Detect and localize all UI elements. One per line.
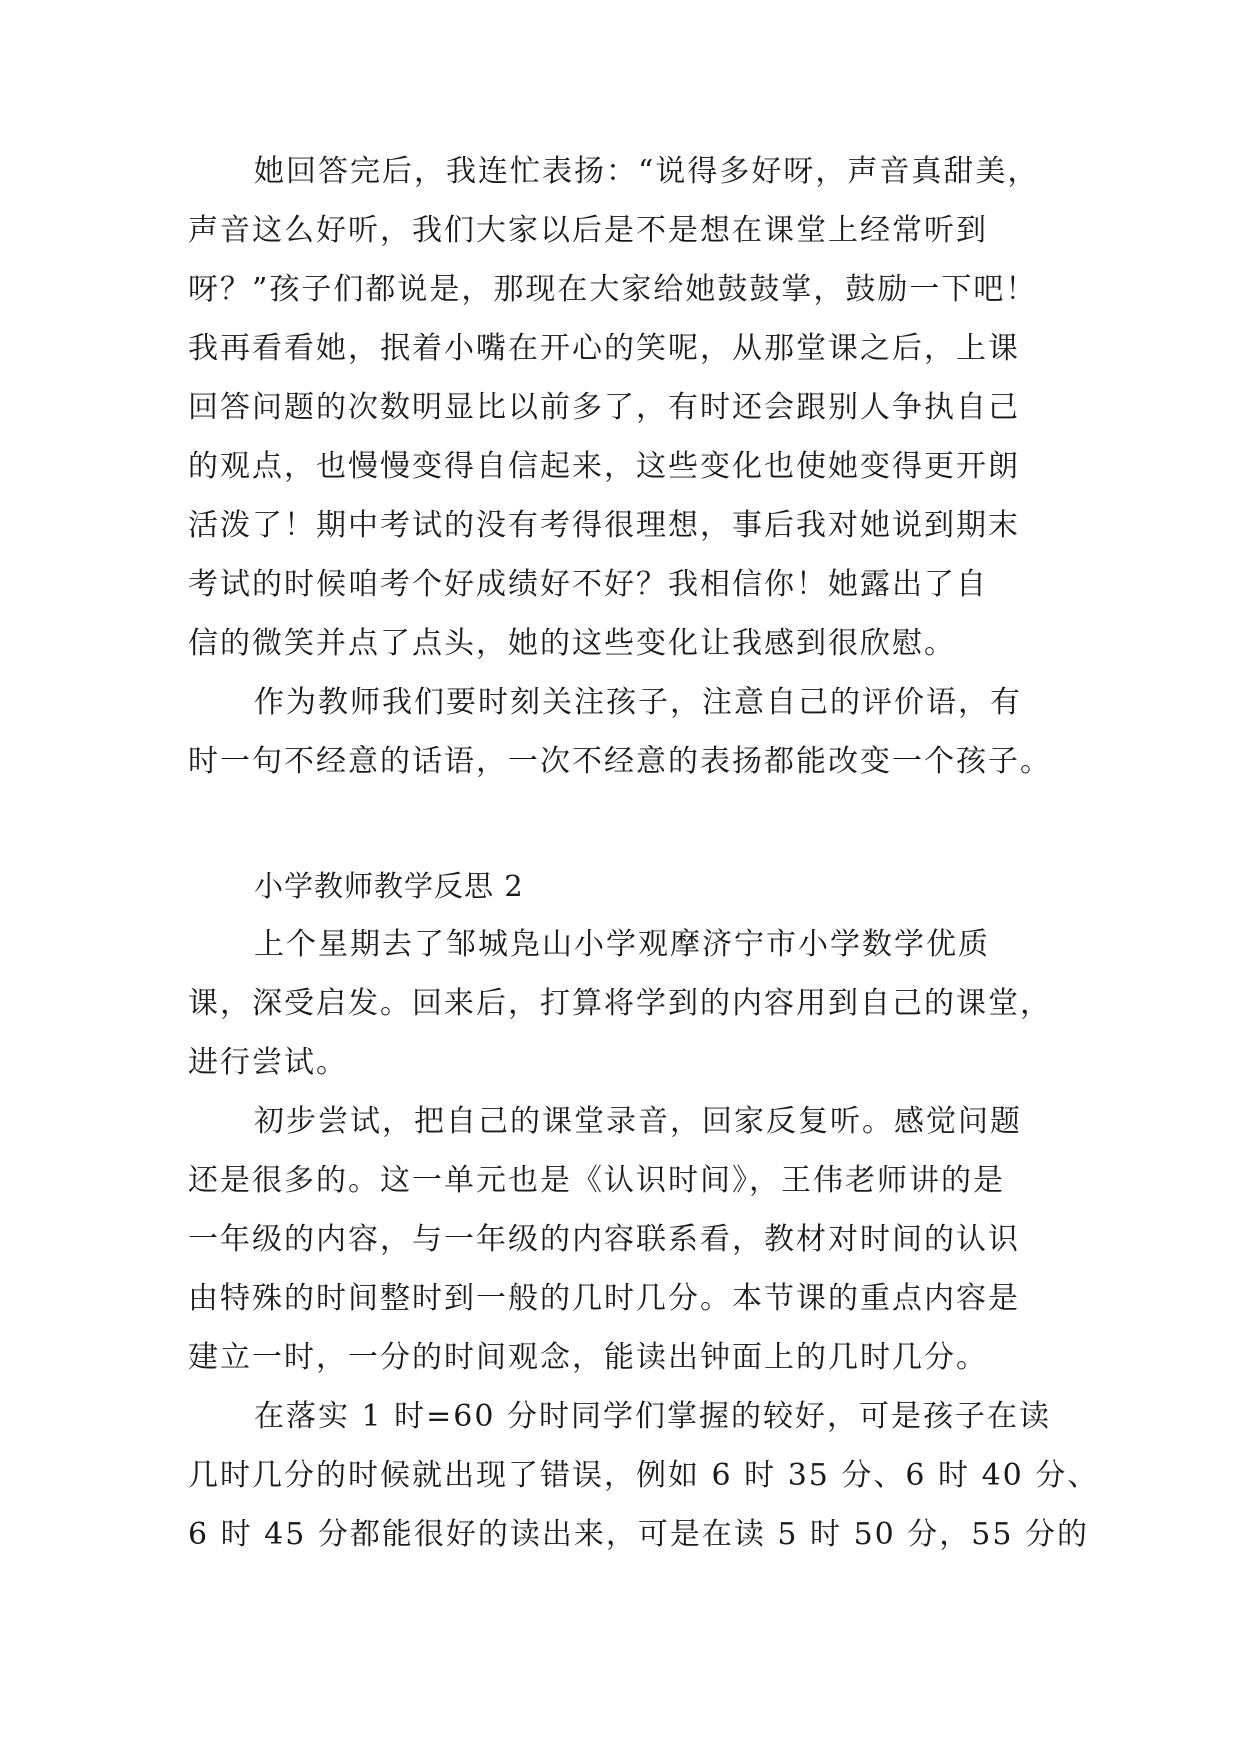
paragraph-line: 回答问题的次数明显比以前多了，有时还会跟别人争执自己 xyxy=(188,390,1020,425)
paragraph-line: 呀？”孩子们都说是，那现在大家给她鼓鼓掌，鼓励一下吧！ xyxy=(188,272,1038,307)
paragraph-line: 几时几分的时候就出现了错误，例如 6 时 35 分、6 时 40 分、 xyxy=(188,1458,1100,1493)
paragraph-line: 在落实 1 时=60 分时同学们掌握的较好，可是孩子在读 xyxy=(254,1399,1052,1434)
paragraph-line: 6 时 45 分都能很好的读出来，可是在读 5 时 50 分，55 分的 xyxy=(188,1517,1089,1552)
paragraph-line: 信的微笑并点了点头，她的这些变化让我感到很欣慰。 xyxy=(188,626,956,661)
paragraph-line: 建立一时，一分的时间观念，能读出钟面上的几时几分。 xyxy=(188,1340,988,1375)
paragraph-line: 上个星期去了邹城凫山小学观摩济宁市小学数学优质 xyxy=(254,927,990,962)
paragraph-line: 活泼了！期中考试的没有考得很理想，事后我对她说到期末 xyxy=(188,508,1020,543)
paragraph-line: 还是很多的。这一单元也是《认识时间》，王伟老师讲的是 xyxy=(188,1163,1005,1198)
paragraph-line: 声音这么好听，我们大家以后是不是想在课堂上经常听到 xyxy=(188,213,988,248)
paragraph-line: 进行尝试。 xyxy=(188,1045,348,1080)
paragraph-line: 一年级的内容，与一年级的内容联系看，教材对时间的认识 xyxy=(188,1222,1020,1257)
paragraph-line: 时一句不经意的话语，一次不经意的表扬都能改变一个孩子。 xyxy=(188,744,1052,779)
paragraph-line: 作为教师我们要时刻关注孩子，注意自己的评价语，有 xyxy=(254,685,1022,720)
paragraph-line: 我再看看她，抿着小嘴在开心的笑呢，从那堂课之后，上课 xyxy=(188,331,1020,366)
paragraph-line: 她回答完后，我连忙表扬：“说得多好呀，声音真甜美， xyxy=(254,154,1040,189)
paragraph-line: 课，深受启发。回来后，打算将学到的内容用到自己的课堂， xyxy=(188,986,1052,1021)
paragraph-line: 初步尝试，把自己的课堂录音，回家反复听。感觉问题 xyxy=(254,1104,1022,1139)
paragraph-line: 的观点，也慢慢变得自信起来，这些变化也使她变得更开朗 xyxy=(188,449,1020,484)
section-heading: 小学教师教学反思 2 xyxy=(254,869,524,903)
paragraph-line: 考试的时候咱考个好成绩好不好？我相信你！她露出了自 xyxy=(188,567,988,602)
paragraph-line: 由特殊的时间整时到一般的几时几分。本节课的重点内容是 xyxy=(188,1281,1020,1316)
